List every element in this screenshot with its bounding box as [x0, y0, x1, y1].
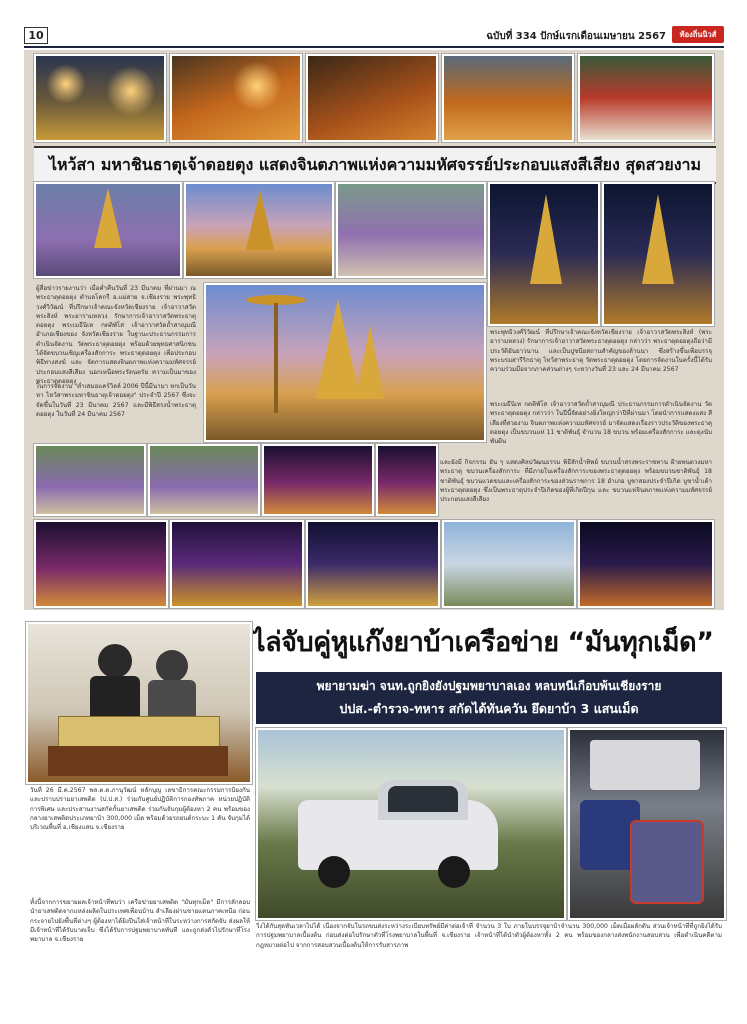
- story2-subheadline-1: พยายามฆ่า จนท.ถูกยิงยังปฐมพยาบาลเอง หลบหนีเกือบพ้นเชียงราย: [316, 679, 662, 693]
- story1-paragraph-left-1: ผู้สื่อข่าวรายงานว่า เมื่อค่ำคืนวันที่ 23 มีนาคม ที่ผ่านมา ณ พระธาตุดอยตุง ตำบลโคกรี อ.แม่สาย จ.เชียงราย พระพุทธิวงศ์วิวัฒน์ ที่ปรึกษาเจ้าคณะจังหวัดเชียงราย เจ้าอาวาสวัดพระสิงห์ พระอารามหลวง รักษาการเจ้าอาวาสวัดพระธาตุดอยตุง พระเมธีนิเท กตติพัโส เจ้าอาวาสวัดถ้ำสาญุมณี อำเภอเชียงของ จังหวัดเชียงราย ในฐานะประธานกรรมการดำเนินจัดงาน วัดพระธาตุดอยตุง พร้อมด้วยพุทธศาสนิกชนได้จัดขบวนเชิญเครื่องสักการะ พระธาตุดอยตุง เพื่อประกอบพิธีทางสงฆ์ และ จัดการแสดงจินตภาพแห่งความมหัศจรรย์ประกอบแสงสีเสียง นอกเหนือพระรัตนตรัย ความเป็นมาของพระธาตุดอยตุง: [36, 285, 196, 385]
- photo-parade-umbrella: [336, 182, 486, 278]
- story2-headline: ไล่จับคู่หูแก๊งยาบ้าเครือข่าย “มันทุกเม็ด”: [252, 627, 714, 658]
- story2-paragraph-1: วันที่ 26 มี.ค.2567 พล.ต.ต.ภานุวัฒน์ หลักบุญ เลขาธิการคณะกรรมการป้องกันและปราบปรามยาเสพติด (ป.ป.ส.) ร่วมกับศูนย์ปฏิบัติการกองทัพภาค หน่วยปฏิบัติการพิเศษ และประสานงานสกัดกั้นยาเสพติด ร่วมกันจับกุมผู้ต้องหา 2 คน พร้อมของกลางยาเสพติดประเภทยาบ้า 300,000 เม็ด พร้อมด้วยรถยนต์กระบะ 1 คัน จับกุมได้บริเวณพื้นที่ อ.เชียงแสน จ.เชียงราย: [30, 787, 250, 832]
- story2-subheadline-bar: [256, 672, 722, 724]
- photo-dancers-purple: [34, 182, 182, 278]
- photo-procession-night: [34, 54, 166, 142]
- photo-performers-1: [34, 520, 168, 608]
- photo-golden-stupa-1: [488, 182, 600, 326]
- story1-paragraph-right-1: พระพุทธิวงศ์วิวัฒน์ ที่ปรึกษาเจ้าคณะจังหวัดเชียงราย เจ้าอาวาสวัดพระสิงห์ (พระอารามหลวง) รักษาการเจ้าอาวาสวัดพระธาตุดอยตุง กล่าวว่า พระธาตุดอยตุงถือว่ามีประวัติอันยาวนาน และเป็นปูชนียสถานสำคัญของล้านนา ซึ่งสร้างขึ้นเพื่อบรรจุพระบรมสารีริกธาตุ ไหว้สาพระธาตุ วัดพระธาตุดอยตุง โดยการจัดงานในครั้งนี้ได้รับความร่วมมือจากภาคส่วนต่างๆ ระหว่างวันที่ 23 และ 24 มีนาคม 2567: [490, 329, 712, 374]
- story2-paragraph-3: วิ่งได้กับสุดทันเวลาไปได้ เนื่องจากจับในรถขนส่งระหว่างระเบียบทรัพย์มีค่าต่อเจ้าที่ จำนวน 3 ใบ ภายในบรรจุยาบ้าจำนวน 300,000 เม็ดเมื่อผลักดัน ส่วนเจ้าหน้าที่ที่ถูกยิงได้รับการปฐมพยาบาลเบื้องต้น ก่อนส่งต่อไปรักษาตัวที่โรงพยาบาลในพื้นที่ จ.เชียงราย เจ้าหน้าที่ได้นำตัวผู้ต้องหาทั้ง 2 คน พร้อมของกลางส่งพนักงานสอบสวน เพื่อดำเนินคดีตามกฎหมายต่อไป จากการสอบสวนเบื้องต้นให้การรับสารภาพ: [256, 923, 722, 949]
- photo-monks-seated: [306, 54, 438, 142]
- photo-monk-blessing: [170, 54, 302, 142]
- photo-temple-dusk: [184, 182, 334, 278]
- photo-ceremony-offering: [262, 444, 374, 516]
- photo-arrest-suspects: [26, 622, 252, 784]
- story1-paragraph-right-3: และยังมี กิจกรรม ยัน ๆ แสดงศิลปวัฒนธรรม พิธีสักน้ำทิพย์ ขบวนน้ำสรงพระราชทาน ฝ้ายพนดวงมหาพระธาตุ ขบวนเครื่องสักการะ ที่มีภายในเครื่องสักการะของพระธาตุดอยตุง พร้อมขบวนชาติพันธุ์ 18 ชาติพันธุ์ ขบวนแวดขบและเครื่องสักการะของส่วนราชการ 18 อำเภอ บูชาสองประจำปีเกิด บูชาน้ำเต้าพระธาตุดอยตุง ซึ่งเป็นพระธาตุประจำปีเกิดของผู้ที่เกิดปีกุน และ ขบวนแห่จินตภาพแห่งความมหัศจรรย์ประกอบแสงสีเสียง: [440, 459, 712, 504]
- story1-paragraph-right-2: พระเมธีนิเท กตติพัโส เจ้าอาวาสวัดถ้ำสาญุมณี ประธานกรรมการดำเนินจัดงาน วัดพระธาตุดอยตุง กล่าวว่า ในปีนี้จัดอย่างยิ่งใหญ่กว่าปีที่ผ่านมา โดยนำการแสดงแสง สี เสียงที่สวยงาม จินตภาพแห่งความมหัศจรรย์ มาจัดแสดงเรื่องราวประวัติของพระธาตุดอยตุง เป็นขบวนแห่ 11 ชาติพันธุ์ จำนวน 18 ขบวน พร้อมเครื่องสักการะ และตุงนับพันผืน: [490, 401, 712, 446]
- story2-subheadline-2: ปปส.-ตำรวจ-ทหาร สกัดได้ทันควัน ยึดยาบ้า 3 แสนเม็ด: [339, 701, 639, 716]
- photo-officials-lineup-2: [148, 444, 260, 516]
- photo-golden-stupa-2: [602, 182, 714, 326]
- issue-line: ฉบับที่ 334 ปักษ์แรกเดือนเมษายน 2567: [486, 31, 666, 42]
- photo-seized-bags: [568, 728, 726, 920]
- photo-palanquin: [578, 54, 714, 142]
- story1-headline-bar: [34, 146, 716, 184]
- story1-paragraph-left-2: ในการจัดงาน "ต่ำเสมอแคร์วิลล์ 2006 ปีนี้มีนามา หกเป็นวันหา ไหว้สาพระมหาชินธาตุเจ้าดอยตุง" ประจำปี 2567 ซึ่งจะจัดขึ้นในวันที่ 23 มีนาคม 2567 และมีพิธีสรงน้ำพระธาตุดอยตุง ในวันที่ 24 มีนาคม 2567: [36, 383, 196, 418]
- photo-outdoor-crowd: [442, 520, 576, 608]
- photo-officials-lineup-1: [34, 444, 146, 516]
- story1-headline: ไหว้สา มหาชินธาตุเจ้าดอยตุง แสดงจินตภาพแห่งความมหัศจรรย์ประกอบแสงสีเสียง สุดสวยงาม: [48, 155, 702, 174]
- photo-stupa-main: [204, 283, 486, 442]
- photo-ceremony-dancer: [376, 444, 438, 516]
- story2-paragraph-2: ทั้งนี้จากการขยายผลเจ้าหน้าที่พบว่า เครือข่ายยาเสพติด "มันทุกเม็ด" มีการลักลอบนำยาเสพติดจากแหล่งผลิตในประเทศเพื่อนบ้าน ลำเลียงผ่านชายแดนภาคเหนือ ก่อนกระจายไปยังพื้นที่ต่างๆ ผู้ต้องหาได้ยิงปืนใส่เจ้าหน้าที่ในระหว่างการสกัดจับ ส่งผลให้มีเจ้าหน้าที่ได้รับบาดเจ็บ ซึ่งได้รับการปฐมพยาบาลทันที และถูกส่งตัวไปรักษาที่โรงพยาบาล จ.เชียงราย: [30, 899, 250, 944]
- page-header: [24, 26, 724, 48]
- photo-performers-2: [170, 520, 304, 608]
- page-number: 10: [24, 27, 48, 44]
- photo-monks-standing: [442, 54, 574, 142]
- photo-night-show: [578, 520, 714, 608]
- photo-performers-3: [306, 520, 440, 608]
- photo-crashed-pickup: [256, 728, 566, 920]
- publication-logo: ท้องถิ่นนิวส์: [672, 26, 724, 43]
